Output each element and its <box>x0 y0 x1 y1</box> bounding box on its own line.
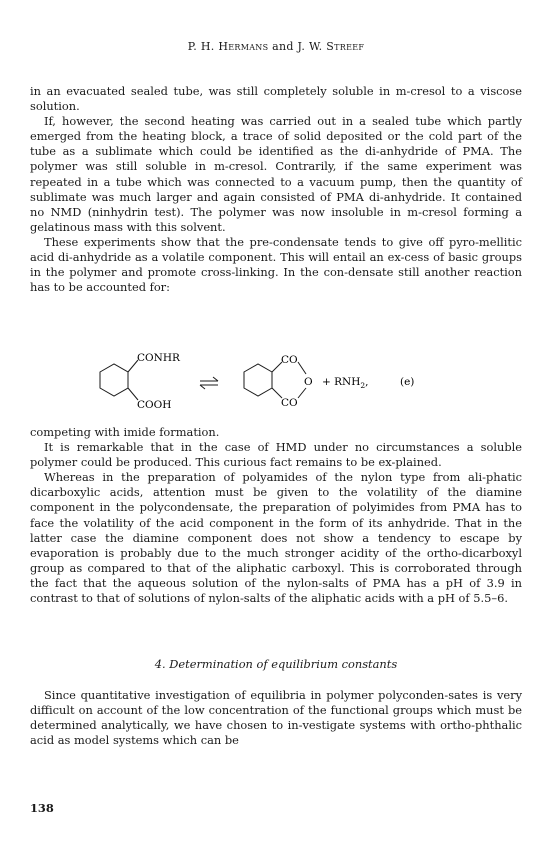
paragraph: If, however, the second heating was carried out in a sealed tube which partly emerged from the heating block, a trace of solid deposited or the cold part of the tube as a sublimate which could be identified as the di-anhydride of PMA. The polymer was still soluble in m-cresol. Contrarily, if the same experiment was repeated in a tube which was connected to a vacuum pump, then the quantity of sublimate was much larger and again consisted of PMA di-anhydride. It contained no NMD (ninhydrin test). The polymer was now insoluble in m-cresol forming a gelatinous mass with this solvent. <box>30 114 522 234</box>
author-conjunction: and <box>272 40 294 53</box>
text-block-2 <box>30 425 522 606</box>
right-bottom-group: CO <box>281 397 298 409</box>
left-top-group: CONHR <box>137 352 180 364</box>
text-block-3 <box>30 688 522 748</box>
paragraph: It is remarkable that in the case of HMD under no circumstances a soluble polymer could be produced. This curious fact remains to be ex-plained. <box>30 440 522 470</box>
running-header <box>0 40 552 53</box>
equation-label: (e) <box>400 376 415 388</box>
paragraph: These experiments show that the pre-condensate tends to give off pyro-mellitic acid di-anhydride as a volatile component. This will entail an ex-cess of basic groups in the polymer and promote cross-linking. In the con-densate still another reaction has to be accounted for: <box>30 234 522 295</box>
right-top-group: CO <box>281 354 298 366</box>
right-benzene-ring <box>244 362 306 398</box>
left-bottom-group: COOH <box>137 399 172 411</box>
left-benzene-ring <box>100 364 128 396</box>
reaction-equation-e <box>30 348 522 420</box>
paragraph: competing with imide formation. <box>30 425 220 439</box>
paragraph: in an evacuated sealed tube, was still completely soluble in m-cresol to a viscose solution. <box>30 84 522 114</box>
text-block-1 <box>30 84 522 295</box>
page-number: 138 <box>30 801 54 815</box>
paragraph: Whereas in the preparation of polyamides of the nylon type from ali-phatic dicarboxylic acids, attention must be given to the volatility of the diamine component in the polycondensate, the preparation of polyimides from PMA has to face the volatility of the acid component in the form of its anhydride. That in the latter case the diamine component does not show a tendency to escape by evaporation is probably due to the much stronger acidity of the ortho-dicarboxyl group as compared to that of the aliphatic carboxyl. This is corroborated through the fact that the aqueous solution of the nylon-salts of PMA has a pH of 3.9 in contrast to that of solutions of nylon-salts of the aliphatic acids with a pH of 5.5–6. <box>30 470 522 606</box>
section-heading: 4. Determination of equilibrium constants <box>154 657 398 671</box>
paragraph: Since quantitative investigation of equilibria in polymer polyconden-sates is very difficult on account of the low concentration of the functional groups which must be determined analytically, we have chosen to in-vestigate systems with ortho-phthalic acid as model systems which can be <box>30 688 522 748</box>
equilibrium-arrows <box>200 377 218 389</box>
anhydride-oxygen: O <box>304 376 313 388</box>
plus-amine: + $RNH_2$, <box>322 376 369 390</box>
reaction-diagram <box>30 348 522 420</box>
author-2: J. W. Streef <box>297 40 365 53</box>
author-1: P. H. Hermans <box>187 40 269 53</box>
